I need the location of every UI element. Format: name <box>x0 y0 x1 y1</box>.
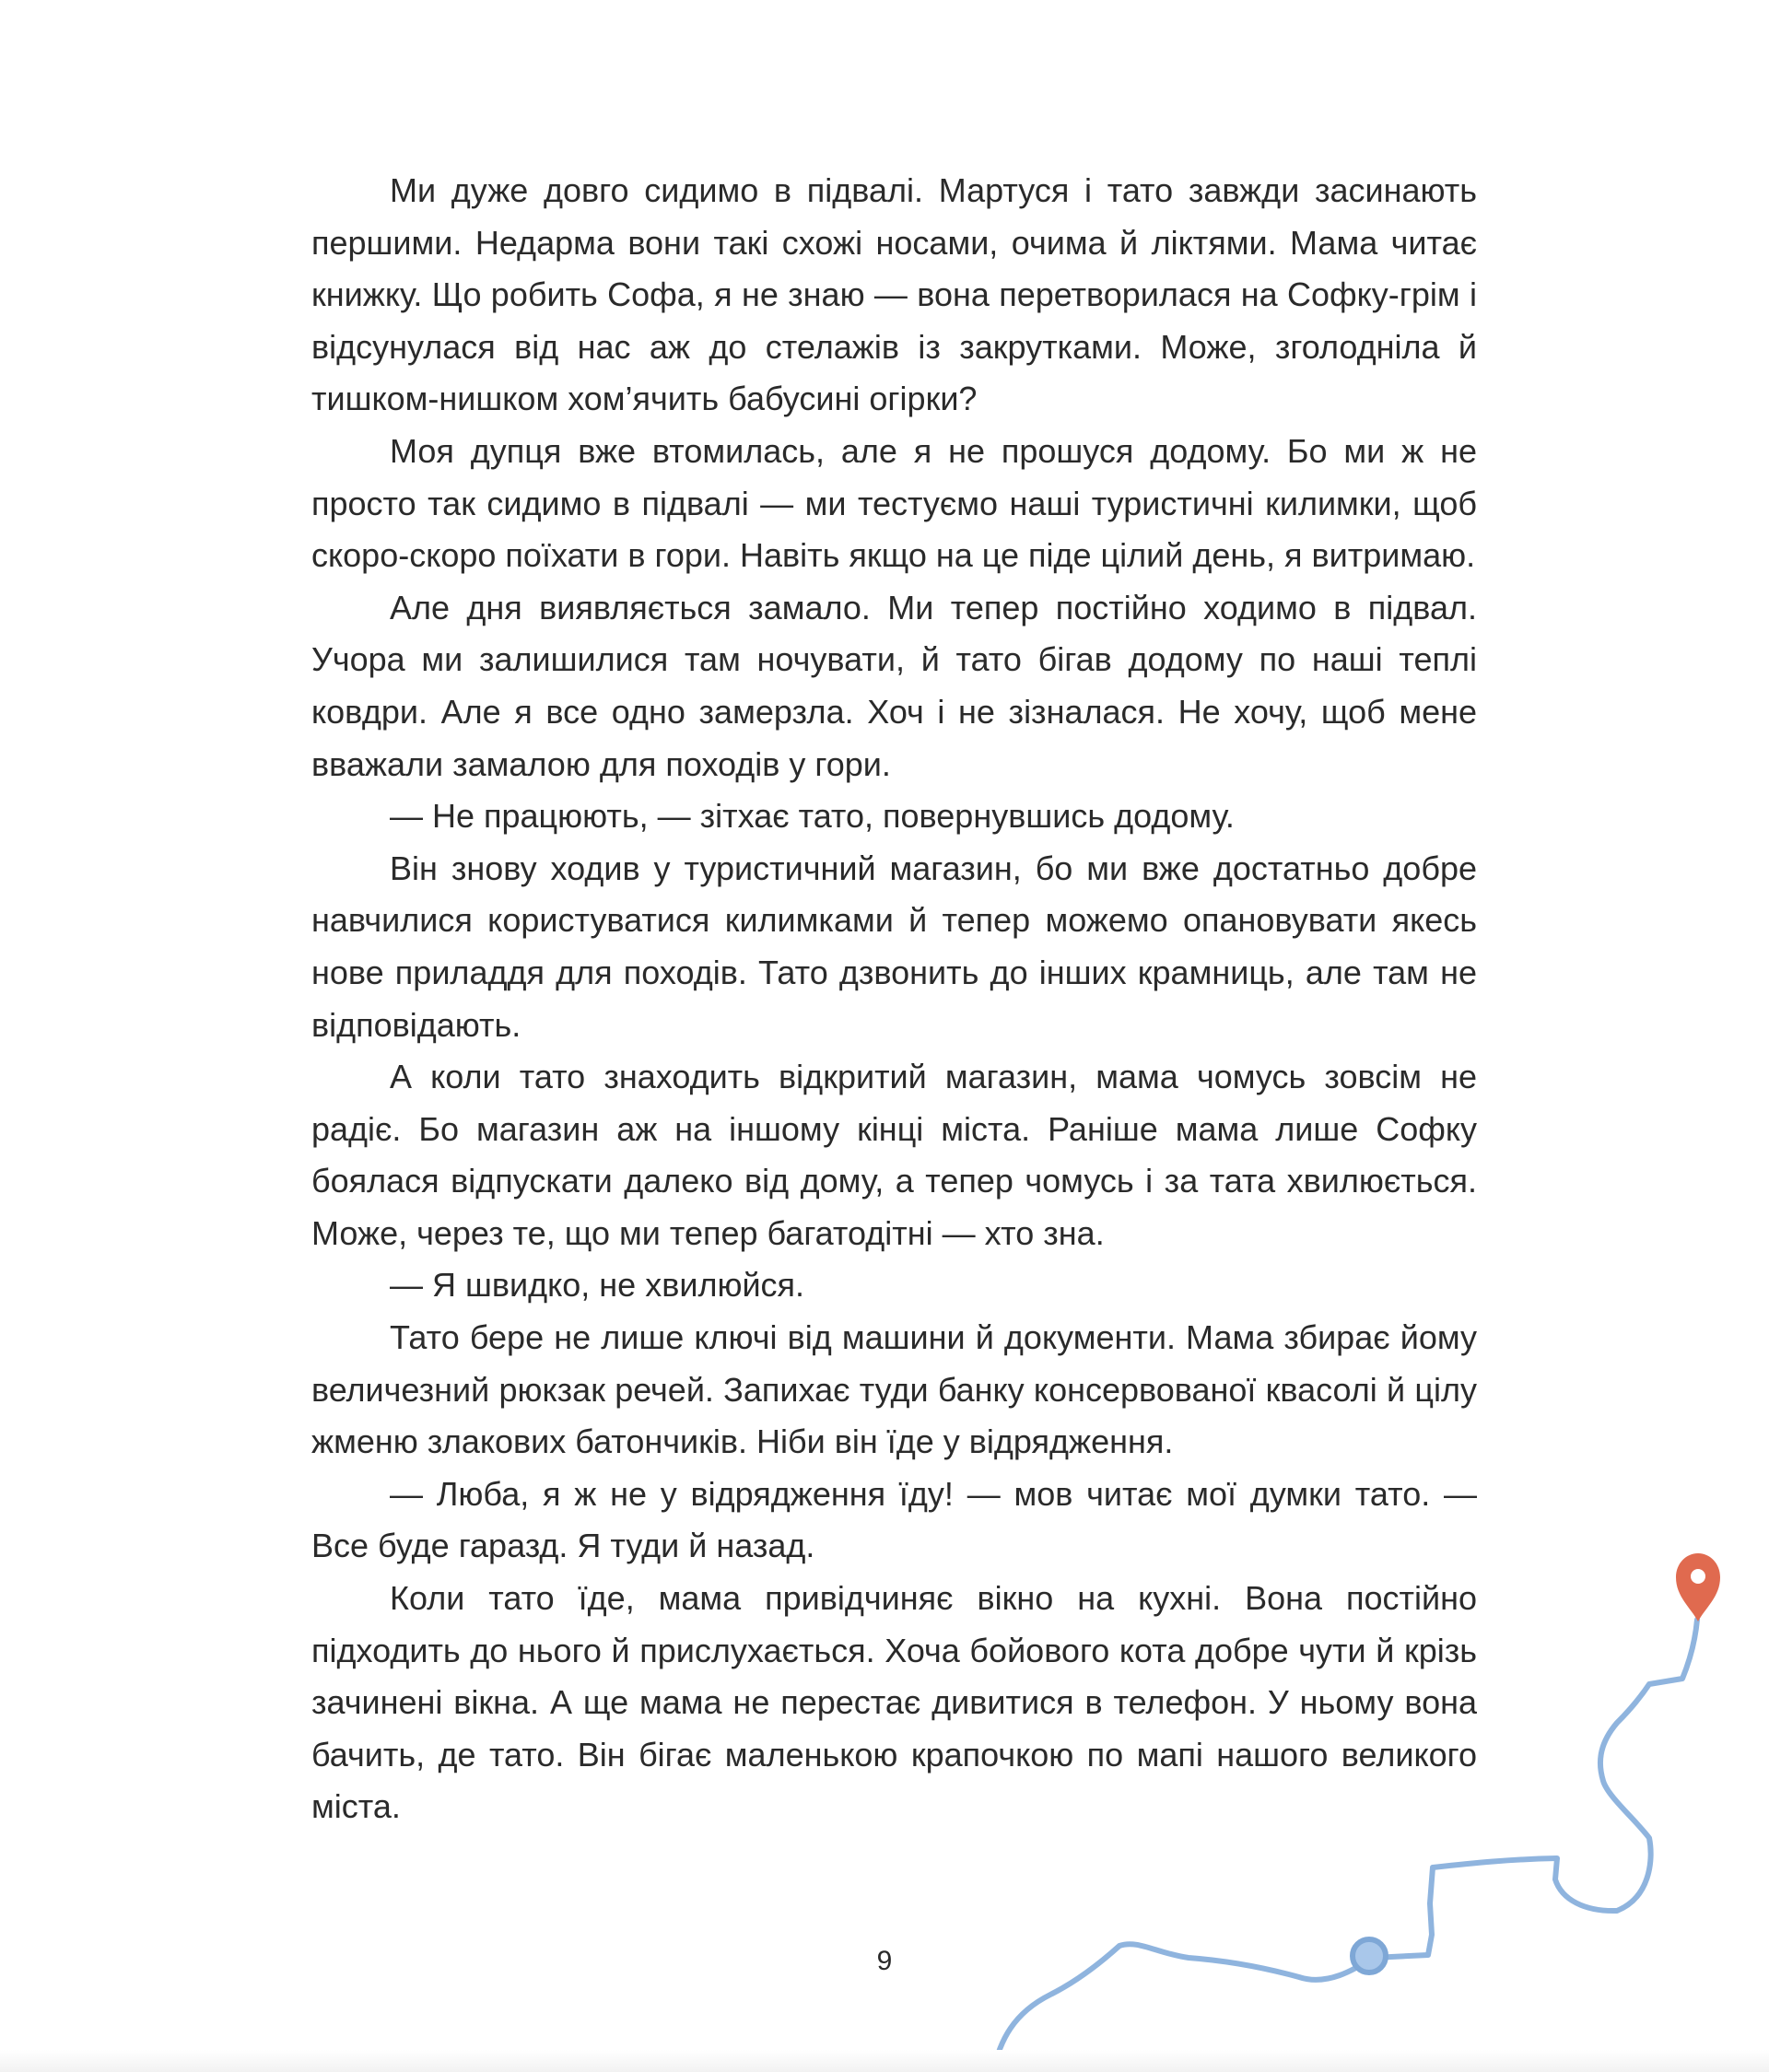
paragraph: Ми дуже довго сидимо в підвалі. Мартуся і тато завжди засинають першими. Недарма вони такі схожі носами, очима й ліктями. Мама читає книжку. Що робить Софа, я не знаю — вона перетворилася на Софку-грім і відсунулася від нас аж до стелажів із закрутками. Може, зголодніла й тишком-нишком хом’ячить бабусині огірки? <box>311 171 1477 418</box>
paragraph: — Люба, я ж не у відрядження їду! — мов читає мої думки тато. — Все буде гаразд. Я туди й назад. <box>311 1474 1477 1565</box>
page-bottom-edge <box>0 2050 1769 2072</box>
paragraph: Тато бере не лише ключі від машини й документи. Мама збирає йому величезний рюкзак речей. Запихає туди банку консервованої квасолі й цілу жменю злакових батончиків. Ніби він їде у відрядження. <box>311 1318 1477 1461</box>
map-pin-icon <box>1676 1553 1720 1621</box>
paragraph: Але дня виявляється замало. Ми тепер постійно ходимо в підвал. Учора ми залишилися там ночувати, й тато бігав додому по наші теплі ковдри. Але я все одно замерзла. Хоч і не зізналася. Не хочу, щоб мене вважали замалою для походів у гори. <box>311 588 1477 783</box>
page-body-text <box>311 165 1477 1833</box>
paragraph: А коли тато знаходить відкритий магазин, мама чомусь зовсім не радіє. Бо магазин аж на іншому кінці міста. Раніше мама лише Софку боялася відпускати далеко від дому, а тепер чомусь і за тата хвилюється. Може, через те, що ми тепер багатодітні — хто зна. <box>311 1058 1477 1252</box>
paragraph: — Не працюють, — зітхає тато, повернувшись додому. <box>390 797 1235 836</box>
paragraph: — Я швидко, не хвилюйся. <box>390 1266 805 1305</box>
paragraph: Коли тато їде, мама привідчиняє вікно на кухні. Вона постійно підходить до нього й прислухається. Хоча бойового кота добре чути й крізь зачинені вікна. А ще мама не перестає дивитися в телефон. У ньому вона бачить, де тато. Він бігає маленькою крапочкою по мапі нашого великого міста. <box>311 1579 1477 1826</box>
paragraph: Моя дупця вже втомилась, але я не прошуся додому. Бо ми ж не просто так сидимо в підвалі — ми тестуємо наші туристичні килимки, щоб скоро-скоро поїхати в гори. Навіть якщо на це піде цілий день, я витримаю. <box>311 431 1477 575</box>
paragraph: Він знову ходив у туристичний магазин, бо ми вже достатньо добре навчилися користуватися килимками й тепер можемо опановувати якесь нове приладдя для походів. Тато дзвонить до інших крамниць, але там не відповідають. <box>311 849 1477 1044</box>
page-number: 9 <box>876 1946 893 1976</box>
